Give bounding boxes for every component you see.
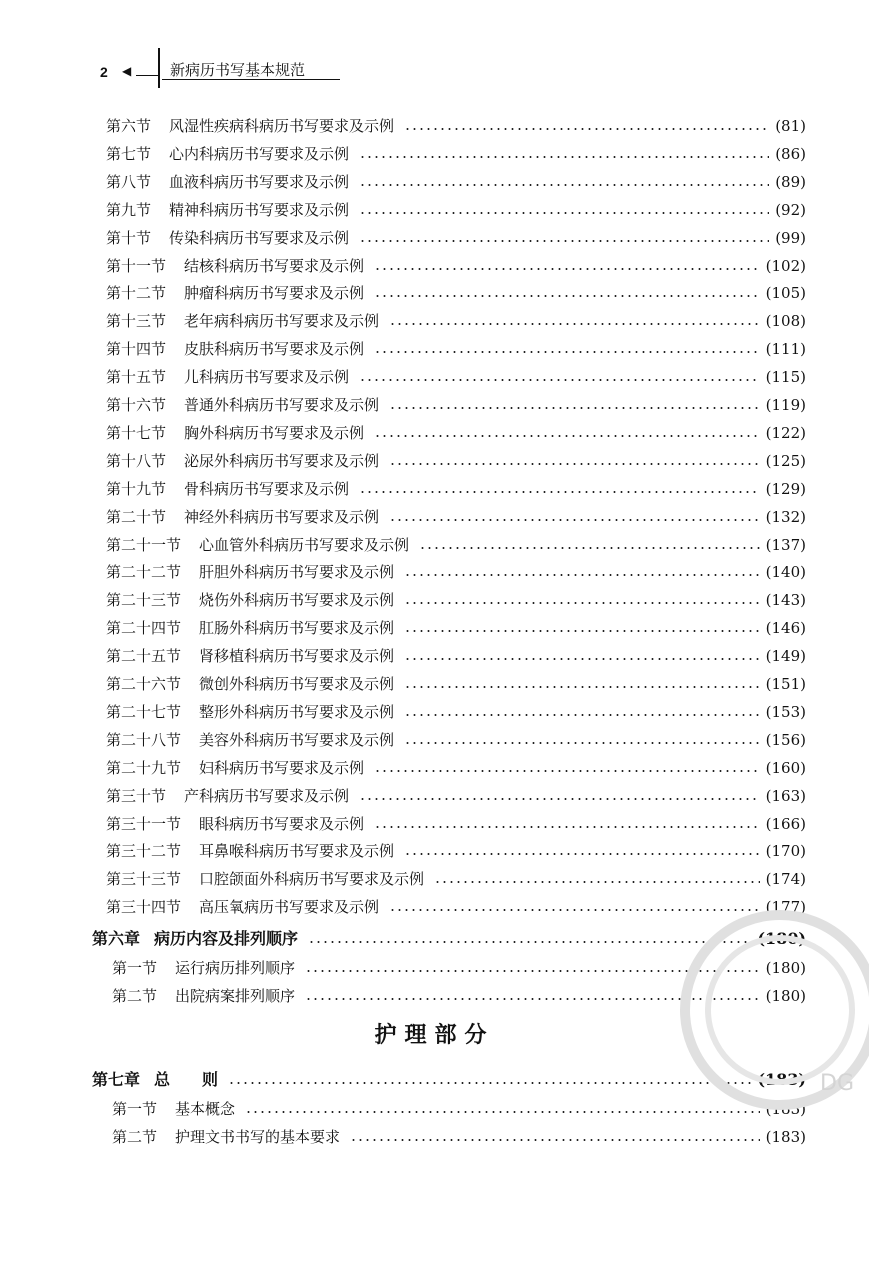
toc-section-row xyxy=(106,222,806,248)
dot-leader xyxy=(305,998,760,1000)
toc-title: 传染科病历书写要求及示例 xyxy=(169,229,350,247)
toc-title: 皮肤科病历书写要求及示例 xyxy=(184,340,365,358)
toc-section-row xyxy=(106,110,806,136)
toc-page-number: (170) xyxy=(765,842,806,860)
toc-title: 运行病历排列顺序 xyxy=(175,959,296,977)
toc-section-row xyxy=(106,333,806,359)
toc-title: 基本概念 xyxy=(175,1100,236,1118)
toc-title: 妇科病历书写要求及示例 xyxy=(199,759,365,777)
toc-section-row xyxy=(106,724,806,750)
toc-title: 高压氧病历书写要求及示例 xyxy=(199,898,380,916)
toc-section-row xyxy=(106,863,806,889)
toc-label: 第三十四节 xyxy=(106,898,182,916)
toc-page-number: (153) xyxy=(765,703,806,721)
toc-title: 神经外科病历书写要求及示例 xyxy=(184,508,380,526)
toc-title: 烧伤外科病历书写要求及示例 xyxy=(199,591,395,609)
dot-leader xyxy=(404,630,760,632)
dot-leader xyxy=(245,1111,760,1113)
toc-label: 第十九节 xyxy=(106,480,167,498)
toc-label: 第一节 xyxy=(112,1100,158,1118)
toc-page-number: (177) xyxy=(765,898,806,916)
toc-section-row xyxy=(112,1093,806,1119)
dot-leader xyxy=(359,240,769,242)
toc-page-number: (137) xyxy=(765,536,806,554)
dot-leader xyxy=(389,407,760,409)
dot-leader xyxy=(308,941,751,943)
toc-label: 第十四节 xyxy=(106,340,167,358)
toc-page-number: (166) xyxy=(765,815,806,833)
toc-section-row xyxy=(112,952,806,978)
toc-page-number: (111) xyxy=(765,340,806,358)
toc-label: 第十一节 xyxy=(106,257,167,275)
dot-leader xyxy=(374,435,760,437)
toc-section-row xyxy=(106,891,806,917)
dot-leader xyxy=(404,658,760,660)
toc-title: 耳鼻喉科病历书写要求及示例 xyxy=(199,842,395,860)
toc-section-row xyxy=(112,1121,806,1147)
toc-title: 精神科病历书写要求及示例 xyxy=(169,201,350,219)
toc-label: 第二十七节 xyxy=(106,703,182,721)
toc-page-number: (160) xyxy=(765,759,806,777)
dot-leader xyxy=(359,212,769,214)
toc-label: 第十五节 xyxy=(106,368,167,386)
toc-section-row xyxy=(106,752,806,778)
toc-page-number: (102) xyxy=(765,257,806,275)
toc-title: 肾移植科病历书写要求及示例 xyxy=(199,647,395,665)
toc-section-row xyxy=(106,668,806,694)
toc-label: 第十三节 xyxy=(106,312,167,330)
toc-title: 出院病案排列顺序 xyxy=(175,987,296,1005)
toc-label: 第三十二节 xyxy=(106,842,182,860)
toc-page-number: (183) xyxy=(757,1070,806,1089)
dot-leader xyxy=(305,970,760,972)
toc-label: 第二十节 xyxy=(106,508,167,526)
toc-page-number: (92) xyxy=(775,201,806,219)
dot-leader xyxy=(434,881,760,883)
toc-section-row xyxy=(106,808,806,834)
toc-section-row xyxy=(106,305,806,331)
toc-page-number: (108) xyxy=(765,312,806,330)
toc-section-row xyxy=(106,194,806,220)
toc-label: 第二节 xyxy=(112,1128,158,1146)
toc-section-row xyxy=(106,696,806,722)
toc-page-number: (163) xyxy=(765,787,806,805)
toc-label: 第一节 xyxy=(112,959,158,977)
toc-title: 总 则 xyxy=(154,1070,219,1089)
toc-page-number: (125) xyxy=(765,452,806,470)
toc-section-row xyxy=(106,389,806,415)
toc-section-row xyxy=(106,556,806,582)
toc-title: 眼科病历书写要求及示例 xyxy=(199,815,365,833)
watermark-text: DG xyxy=(820,1071,854,1096)
toc-title: 肿瘤科病历书写要求及示例 xyxy=(184,284,365,302)
toc-page-number: (183) xyxy=(765,1100,806,1118)
toc-label: 第二十三节 xyxy=(106,591,182,609)
dot-leader xyxy=(374,351,760,353)
toc-label: 第八节 xyxy=(106,173,152,191)
toc-chapter-row xyxy=(92,923,806,949)
toc-title: 整形外科病历书写要求及示例 xyxy=(199,703,395,721)
book-title: 新病历书写基本规范 xyxy=(170,62,306,79)
dot-leader xyxy=(359,184,769,186)
toc-page-number: (119) xyxy=(765,396,806,414)
toc-page-number: (81) xyxy=(775,117,806,135)
toc-section-row xyxy=(106,445,806,471)
toc-title: 结核科病历书写要求及示例 xyxy=(184,257,365,275)
dot-leader xyxy=(350,1139,760,1141)
toc-page-number: (140) xyxy=(765,563,806,581)
toc-page-number: (89) xyxy=(775,173,806,191)
toc-title: 普通外科病历书写要求及示例 xyxy=(184,396,380,414)
toc-page-number: (132) xyxy=(765,508,806,526)
page-number: 2 xyxy=(100,64,108,80)
dot-leader xyxy=(359,156,769,158)
toc-section-row xyxy=(106,166,806,192)
dot-leader xyxy=(404,686,760,688)
toc-title: 微创外科病历书写要求及示例 xyxy=(199,675,395,693)
toc-label: 第十八节 xyxy=(106,452,167,470)
toc-title: 病历内容及排列顺序 xyxy=(154,929,299,948)
dot-leader xyxy=(359,798,760,800)
dot-leader xyxy=(389,323,760,325)
toc-title: 口腔颌面外科病历书写要求及示例 xyxy=(199,870,425,888)
toc-label: 第二十四节 xyxy=(106,619,182,637)
toc-section-row xyxy=(106,780,806,806)
toc-title: 血液科病历书写要求及示例 xyxy=(169,173,350,191)
toc-page-number: (143) xyxy=(765,591,806,609)
arrow-left-icon: ◀ xyxy=(122,64,132,78)
toc-label: 第十六节 xyxy=(106,396,167,414)
toc-page-number: (122) xyxy=(765,424,806,442)
toc-title: 心血管外科病历书写要求及示例 xyxy=(199,536,410,554)
dot-leader xyxy=(404,853,760,855)
toc-label: 第二十九节 xyxy=(106,759,182,777)
toc-section-row xyxy=(106,501,806,527)
toc-page-number: (180) xyxy=(765,987,806,1005)
toc-title: 泌尿外科病历书写要求及示例 xyxy=(184,452,380,470)
toc-section-row xyxy=(112,980,806,1006)
part-heading: 护理部分 xyxy=(374,1022,495,1048)
toc-label: 第十七节 xyxy=(106,424,167,442)
toc-title: 产科病历书写要求及示例 xyxy=(184,787,350,805)
toc-section-row xyxy=(106,640,806,666)
toc-page-number: (156) xyxy=(765,731,806,749)
toc-title: 美容外科病历书写要求及示例 xyxy=(199,731,395,749)
toc-label: 第二十二节 xyxy=(106,563,182,581)
toc-title: 肝胆外科病历书写要求及示例 xyxy=(199,563,395,581)
dot-leader xyxy=(419,547,760,549)
toc-label: 第二十五节 xyxy=(106,647,182,665)
toc-section-row xyxy=(106,612,806,638)
toc-page-number: (174) xyxy=(765,870,806,888)
toc-title: 护理文书书写的基本要求 xyxy=(175,1128,341,1146)
toc-chapter-row xyxy=(92,1064,806,1090)
toc-title: 老年病科病历书写要求及示例 xyxy=(184,312,380,330)
toc-page-number: (99) xyxy=(775,229,806,247)
toc-label: 第六章 xyxy=(92,929,141,948)
toc-section-row xyxy=(106,584,806,610)
dot-leader xyxy=(404,574,760,576)
toc-page-number: (180) xyxy=(765,959,806,977)
dot-leader xyxy=(374,295,760,297)
toc-page-number: (149) xyxy=(765,647,806,665)
toc-label: 第三十节 xyxy=(106,787,167,805)
toc-page-number: (86) xyxy=(775,145,806,163)
toc-title: 风湿性疾病科病历书写要求及示例 xyxy=(169,117,395,135)
toc-section-row xyxy=(106,138,806,164)
toc-title: 肛肠外科病历书写要求及示例 xyxy=(199,619,395,637)
dot-leader xyxy=(359,491,760,493)
toc-page-number: (129) xyxy=(765,480,806,498)
dot-leader xyxy=(359,379,760,381)
toc-section-row xyxy=(106,529,806,555)
toc-page-number: (183) xyxy=(765,1128,806,1146)
dot-leader xyxy=(389,909,760,911)
dot-leader xyxy=(404,602,760,604)
toc-title: 骨科病历书写要求及示例 xyxy=(184,480,350,498)
toc-section-row xyxy=(106,277,806,303)
toc-section-row xyxy=(106,361,806,387)
dot-leader xyxy=(389,519,760,521)
toc-title: 儿科病历书写要求及示例 xyxy=(184,368,350,386)
dot-leader xyxy=(374,826,760,828)
toc-page-number: (115) xyxy=(765,368,806,386)
toc-page-number: (180) xyxy=(757,929,806,948)
dot-leader xyxy=(404,714,760,716)
toc-label: 第十二节 xyxy=(106,284,167,302)
dot-leader xyxy=(374,770,760,772)
toc-label: 第二十六节 xyxy=(106,675,182,693)
toc-section-row xyxy=(106,835,806,861)
toc-label: 第六节 xyxy=(106,117,152,135)
dot-leader xyxy=(228,1082,751,1084)
toc-section-row xyxy=(106,250,806,276)
toc-section-row xyxy=(106,417,806,443)
dot-leader xyxy=(404,128,769,130)
toc-section-row xyxy=(106,473,806,499)
dot-leader xyxy=(389,463,760,465)
toc-label: 第九节 xyxy=(106,201,152,219)
toc-page-number: (146) xyxy=(765,619,806,637)
toc-label: 第三十一节 xyxy=(106,815,182,833)
toc-label: 第二十一节 xyxy=(106,536,182,554)
dot-leader xyxy=(374,268,760,270)
toc-title: 心内科病历书写要求及示例 xyxy=(169,145,350,163)
toc-label: 第十节 xyxy=(106,229,152,247)
toc-label: 第三十三节 xyxy=(106,870,182,888)
toc-label: 第二十八节 xyxy=(106,731,182,749)
toc-label: 第二节 xyxy=(112,987,158,1005)
toc-page-number: (151) xyxy=(765,675,806,693)
toc-page-number: (105) xyxy=(765,284,806,302)
toc-label: 第七章 xyxy=(92,1070,141,1089)
toc-title: 胸外科病历书写要求及示例 xyxy=(184,424,365,442)
dot-leader xyxy=(404,742,760,744)
toc-label: 第七节 xyxy=(106,145,152,163)
